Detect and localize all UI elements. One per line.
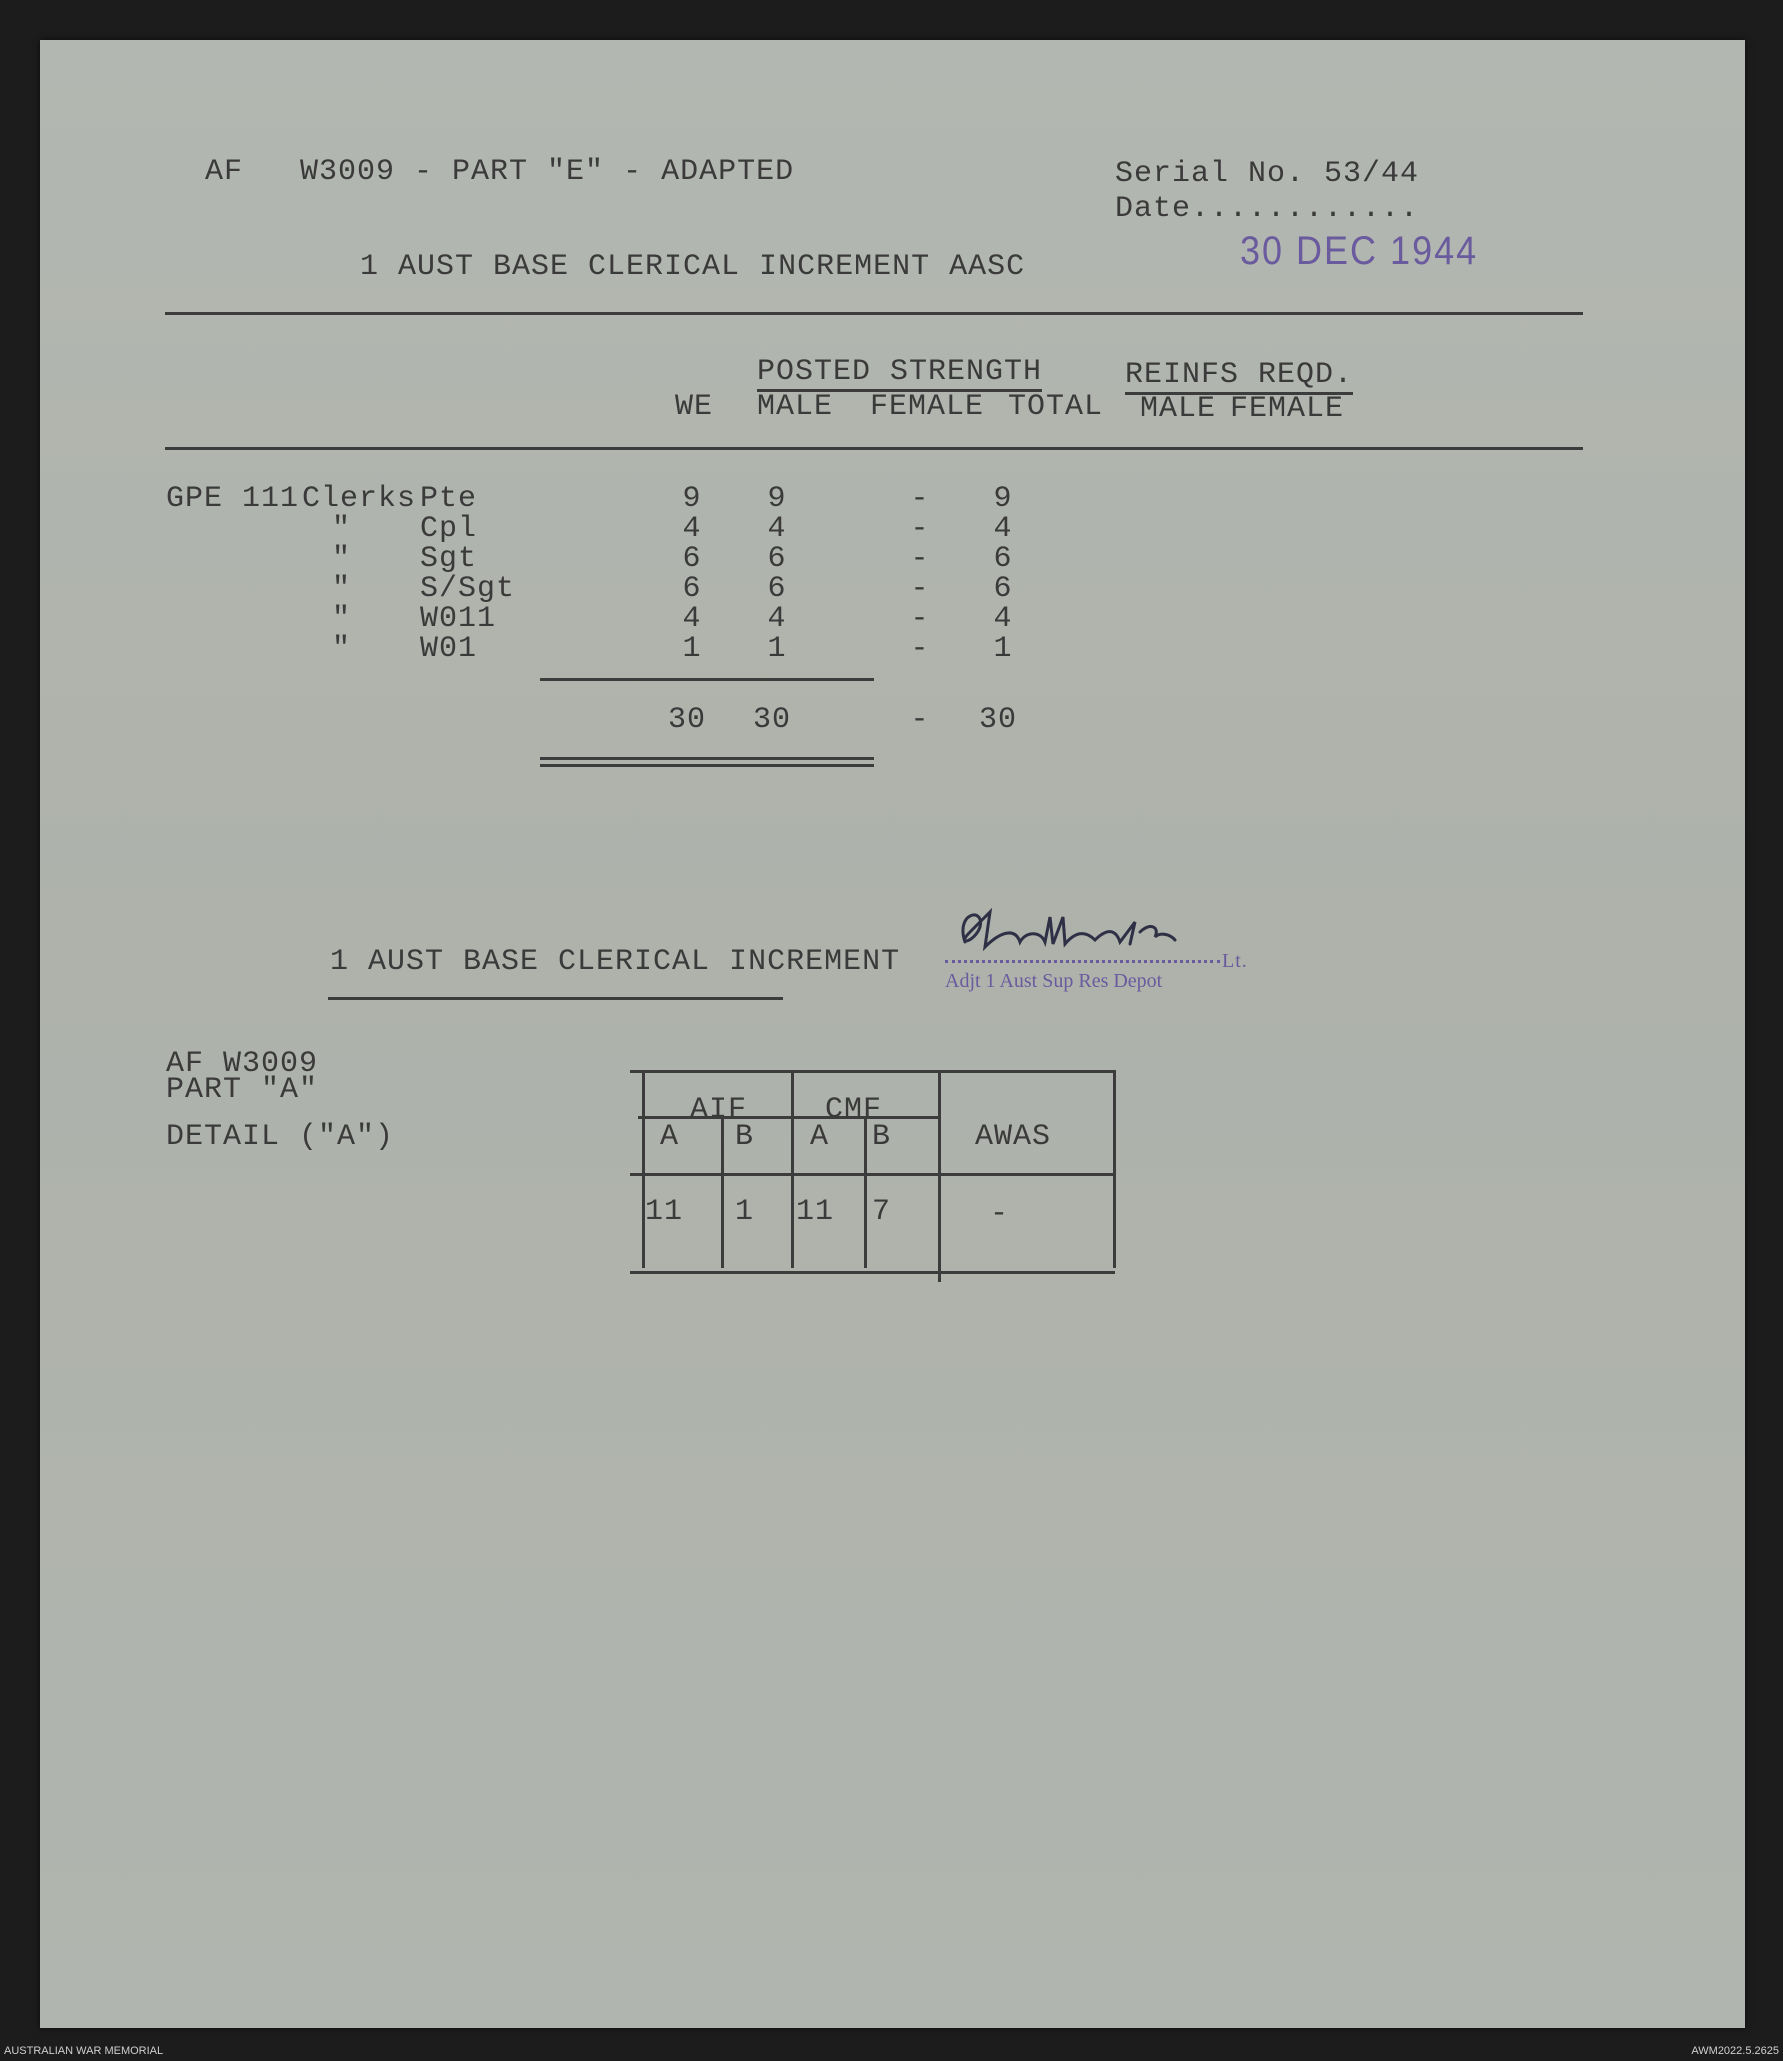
- serial-number: Serial No. 53/44: [1115, 157, 1420, 191]
- row-female: -: [910, 632, 930, 666]
- col-reinf-female: FEMALE: [1230, 392, 1345, 426]
- row-rank: W011: [420, 602, 497, 636]
- unit-title: 1 AUST BASE CLERICAL INCREMENT AASC: [360, 250, 1026, 284]
- row-rank: Pte: [420, 482, 478, 516]
- reinfs-reqd-heading: REINFS REQD.: [1125, 358, 1353, 395]
- awas-value: -: [990, 1197, 1010, 1231]
- awas-heading: AWAS: [975, 1120, 1052, 1154]
- grid-vline: [938, 1070, 941, 1282]
- row-we: 9: [682, 482, 702, 516]
- row-total: 6: [993, 572, 1013, 606]
- row-female: -: [910, 482, 930, 516]
- row-rank: Sgt: [420, 542, 478, 576]
- detail-label: DETAIL ("A"): [166, 1120, 395, 1154]
- col-reinf-male: MALE: [1140, 392, 1217, 426]
- row-male: 4: [767, 512, 787, 546]
- row-we: 6: [682, 572, 702, 606]
- grid-vline: [864, 1118, 867, 1268]
- cmf-a-heading: A: [810, 1120, 830, 1154]
- section2-title: 1 AUST BASE CLERICAL INCREMENT: [330, 945, 901, 979]
- row-we: 4: [682, 602, 702, 636]
- cmf-a-value: 11: [796, 1195, 835, 1229]
- row-we: 6: [682, 542, 702, 576]
- grid-vline: [1113, 1070, 1116, 1268]
- row-trade: ": [332, 542, 352, 576]
- row-total: 1: [993, 632, 1013, 666]
- col-total: TOTAL: [1008, 390, 1104, 424]
- row-trade: ": [332, 632, 352, 666]
- columns-rule: [165, 447, 1583, 450]
- cmf-heading: CMF: [825, 1093, 883, 1127]
- grid-header-rule: [630, 1173, 1115, 1176]
- row-group: GPE 111: [166, 482, 300, 516]
- total-male: 30: [752, 703, 791, 737]
- grid-vline: [791, 1070, 794, 1268]
- signature-title: Adjt 1 Aust Sup Res Depot: [945, 970, 1163, 992]
- col-female: FEMALE: [870, 390, 985, 424]
- form-ref-line2: PART "A": [166, 1073, 319, 1107]
- aif-heading: AIF: [690, 1093, 748, 1127]
- total-female: -: [910, 703, 930, 737]
- row-total: 9: [993, 482, 1013, 516]
- section2-rule: [328, 997, 783, 1000]
- row-female: -: [910, 512, 930, 546]
- row-female: -: [910, 542, 930, 576]
- double-rule-bottom: [540, 764, 874, 767]
- row-total: 6: [993, 542, 1013, 576]
- row-we: 1: [682, 632, 702, 666]
- posted-strength-heading: POSTED STRENGTH: [757, 355, 1042, 392]
- row-trade: ": [332, 572, 352, 606]
- row-total: 4: [993, 602, 1013, 636]
- cmf-b-value: 7: [872, 1195, 892, 1229]
- cmf-b-heading: B: [872, 1120, 892, 1154]
- date-stamp: 30 DEC 1944: [1240, 227, 1479, 273]
- row-female: -: [910, 602, 930, 636]
- document-page: [40, 40, 1745, 2028]
- row-rank: S/Sgt: [420, 572, 516, 606]
- row-rank: Cpl: [420, 512, 478, 546]
- col-male: MALE: [757, 390, 834, 424]
- signature-image: [945, 902, 1185, 962]
- form-ref-line1: AF W3009: [166, 1047, 319, 1081]
- row-total: 4: [993, 512, 1013, 546]
- row-male: 1: [767, 632, 787, 666]
- grid-vline: [642, 1070, 645, 1268]
- total-total: 30: [978, 703, 1017, 737]
- grid-bottom: [630, 1271, 1115, 1274]
- subtotal-rule: [540, 678, 874, 681]
- form-title: AF W3009 - PART "E" - ADAPTED: [205, 155, 795, 189]
- archive-reference: AWM2022.5.2625: [1691, 2045, 1779, 2057]
- row-male: 4: [767, 602, 787, 636]
- row-trade: ": [332, 512, 352, 546]
- col-we: WE: [675, 390, 714, 424]
- row-rank: W01: [420, 632, 478, 666]
- row-male: 6: [767, 542, 787, 576]
- aif-a-value: 11: [645, 1195, 684, 1229]
- signature-rank: Lt.: [1222, 950, 1248, 972]
- row-trade: Clerks: [302, 482, 417, 516]
- grid-top: [630, 1070, 1115, 1073]
- aif-a-heading: A: [660, 1120, 680, 1154]
- date-line: Date............: [1115, 192, 1420, 226]
- total-we: 30: [667, 703, 706, 737]
- row-we: 4: [682, 512, 702, 546]
- aif-b-heading: B: [735, 1120, 755, 1154]
- double-rule-top: [540, 757, 874, 760]
- header-rule: [165, 312, 1583, 315]
- signature-line: [945, 960, 1220, 963]
- aif-b-value: 1: [735, 1195, 755, 1229]
- row-female: -: [910, 572, 930, 606]
- grid-vline: [721, 1118, 724, 1268]
- archive-credit: AUSTRALIAN WAR MEMORIAL: [4, 2045, 164, 2057]
- row-male: 6: [767, 572, 787, 606]
- row-male: 9: [767, 482, 787, 516]
- row-trade: ": [332, 602, 352, 636]
- grid-group-rule: [638, 1116, 938, 1119]
